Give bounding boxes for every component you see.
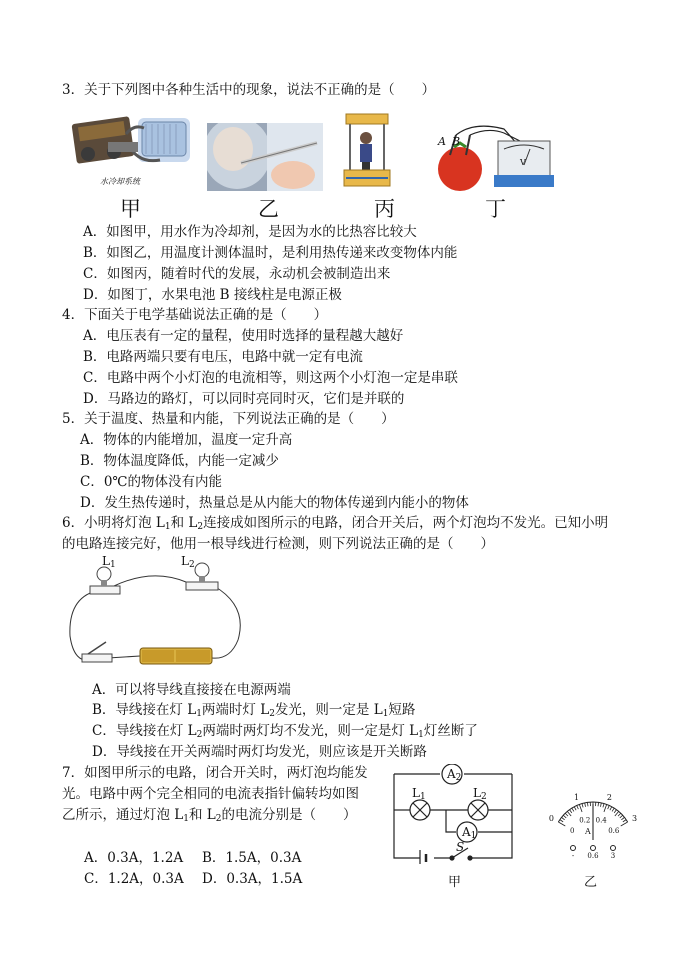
ammeter-a2-label: $A_2$ (447, 767, 462, 783)
dial-inner-label: 0.2 (579, 816, 591, 825)
q4-option-c: C．电路中两个小灯泡的电流相等，则这两个小灯泡一定是串联 (83, 370, 458, 386)
cooling-system-caption: 水冷却系统 (100, 177, 140, 186)
tomato-label-a: A (438, 135, 446, 148)
dial-tick (612, 808, 614, 811)
dial-tick (623, 820, 626, 822)
q3-option-d: D．如图丁，水果电池 B 接线柱是电源正极 (83, 287, 342, 303)
dial-tick (567, 811, 571, 816)
dial-tick (598, 802, 599, 806)
dial-tick (582, 804, 583, 808)
perpetual-motion-image (342, 108, 392, 190)
ammeter-a1-label: $A_1$ (462, 825, 477, 841)
q7-stem-line3: 乙所示，通过灯泡 $L_1$和 $L_2$的电流分别是（ ） (62, 807, 357, 824)
q5-option-c: C．0℃的物体没有内能 (80, 474, 223, 490)
q6-option-b: B．导线接在灯 $L_1$两端时灯 $L_2$发光，则一定是 $L_1$短路 (92, 702, 416, 719)
ammeter-dial-svg (530, 772, 656, 862)
q4-option-d: D．马路边的路灯，可以同时亮同时灭，它们是并联的 (83, 391, 405, 407)
q3-option-a: A．如图甲，用水作为冷却剂，是因为水的比热容比较大 (83, 224, 417, 240)
dial-tick (579, 804, 582, 812)
q7-fig-yi-label: 乙 (584, 875, 598, 890)
dial-terminal-post (591, 846, 596, 851)
q5-option-a: A．物体的内能增加，温度一定升高 (80, 432, 293, 448)
dial-tick (572, 808, 574, 811)
dial-tick (569, 810, 571, 813)
dial-outer-label: 2 (606, 792, 612, 802)
dial-terminal-post (571, 846, 576, 851)
q3-label-yi: 乙 (258, 197, 279, 221)
q7-lamp2-label: $L_2$ (473, 786, 487, 802)
q3-label-bing: 丙 (374, 197, 395, 221)
q6-circuit-diagram (62, 556, 252, 674)
dial-terminal: 3 (610, 852, 616, 860)
dial-tick (563, 815, 566, 818)
fruit-battery-image (434, 115, 556, 193)
q6-option-c: C．导线接在灯 $L_2$两端时两灯均不发光，则一定是灯 $L_1$灯丝断了 (92, 723, 478, 740)
ammeter-dial (530, 772, 656, 862)
q4-stem: 4．下面关于电学基础说法正确的是（ ） (62, 307, 328, 323)
dial-tick (565, 813, 568, 816)
dial-inner-label: 0.4 (595, 816, 607, 825)
svg-text:V: V (520, 158, 526, 167)
dial-tick (620, 815, 623, 818)
q3-label-ding: 丁 (485, 197, 506, 221)
q5-option-b: B．物体温度降低，内能一定减少 (80, 453, 279, 469)
q6-lamp2-label: $L_2$ (181, 554, 195, 570)
dial-inner-label: 0.6 (608, 827, 620, 835)
dial-tick (561, 817, 564, 819)
q7-option-a: A．0.3A，1.2A (84, 850, 184, 866)
q6-stem-line1: 6．小明将灯泡 $L_1$和 $L_2$连接成如图所示的电路，闭合开关后，两个灯泡均不发光。已知小明 (62, 515, 609, 532)
q5-option-d: D．发生热传递时，热量总是从内能大的物体传递到内能小的物体 (80, 495, 469, 511)
q7-option-b: B．1.5A，0.3A (202, 850, 302, 866)
q3-stem: 3．关于下列图中各种生活中的现象，说法不正确的是（ ） (62, 82, 436, 98)
dial-tick (560, 820, 563, 822)
dial-outer-label: 3 (632, 814, 638, 823)
dial-tick (621, 822, 628, 826)
dial-terminal-post (611, 846, 616, 851)
q4-option-b: B．电路两端只要有电压，电路中就一定有电流 (83, 349, 363, 365)
q7-fig-jia-label: 甲 (448, 875, 462, 890)
q3-label-jia: 甲 (120, 197, 141, 221)
dial-tick (587, 802, 588, 806)
dial-tick (577, 805, 579, 809)
q6-stem-line2: 的电路连接完好，他用一根导线进行检测，则下列说法正确的是（ ） (62, 536, 494, 552)
switch-label: S (456, 840, 465, 854)
q6-option-d: D．导线接在开关两端时两灯均发光，则应该是开关断路 (92, 744, 427, 760)
q7-option-d: D．0.3A，1.5A (202, 871, 303, 887)
dial-tick (614, 810, 616, 813)
q7-option-c: C．1.2A，0.3A (84, 871, 184, 887)
q7-stem-line2: 光。电路中两个完全相同的电流表指针偏转均如图 (62, 786, 359, 802)
dial-tick (604, 804, 607, 812)
q6-option-a: A．可以将导线直接接在电源两端 (92, 682, 291, 698)
dial-tick (610, 807, 612, 811)
tomato-label-b: B (452, 135, 461, 148)
dial-tick (621, 817, 624, 819)
dial-outer-label: 0 (548, 814, 554, 823)
q3-option-b: B．如图乙，用温度计测体温时，是利用热传递来改变物体内能 (83, 245, 458, 261)
dial-outer-label: 1 (574, 792, 580, 802)
dial-tick (618, 813, 621, 816)
dial-tick (608, 805, 610, 809)
q7-stem-line1: 7．如图甲所示的电路，闭合开关时，两灯泡均能发 (62, 765, 368, 781)
dial-tick (585, 803, 586, 807)
dial-inner-label: 0 (569, 827, 575, 835)
dial-tick (558, 822, 565, 826)
dial-tick (603, 804, 604, 808)
dial-tick (600, 803, 601, 807)
dial-terminal: - (571, 852, 575, 860)
thermometer-image (207, 123, 323, 191)
dial-tick (574, 807, 576, 811)
q5-stem: 5．关于温度、热量和内能，下列说法正确的是（ ） (62, 411, 395, 427)
q6-lamp1-label: $L_1$ (102, 554, 116, 570)
dial-terminal: 0.6 (587, 852, 599, 860)
dial-unit: A (585, 827, 591, 836)
dial-tick (615, 811, 619, 816)
q4-option-a: A．电压表有一定的量程，使用时选择的量程越大越好 (83, 328, 404, 344)
q3-option-c: C．如图丙，随着时代的发展，永动机会被制造出来 (83, 266, 391, 282)
q7-lamp1-label: $L_1$ (412, 786, 426, 802)
